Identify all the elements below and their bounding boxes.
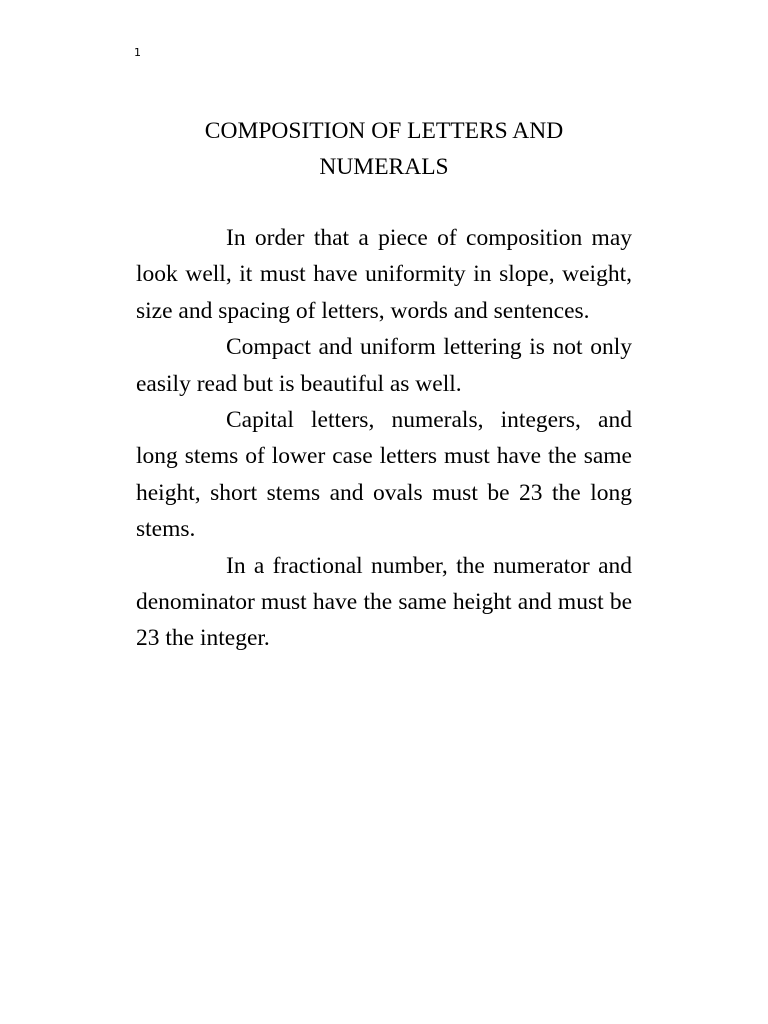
paragraph-3: Capital letters, numerals, integers, and long stems of lower case letters must have the same height, short stems and ovals must be 23 the long stems.: [136, 407, 632, 543]
title-line-2: NUMERALS: [319, 154, 449, 180]
body-text: [136, 220, 632, 657]
title-line-1: COMPOSITION OF LETTERS AND: [204, 118, 564, 144]
page-number: 1: [134, 46, 141, 59]
paragraph-1: In order that a piece of composition may look well, it must have uniformity in slope, weight, size and spacing of letters, words and sentences.: [136, 225, 632, 324]
paragraph-2: Compact and uniform lettering is not only easily read but is beautiful as well.: [136, 334, 632, 397]
page-title: [134, 113, 634, 185]
paragraph-4: In a fractional number, the numerator and denominator must have the same height and must be 23 the integer.: [136, 552, 632, 652]
